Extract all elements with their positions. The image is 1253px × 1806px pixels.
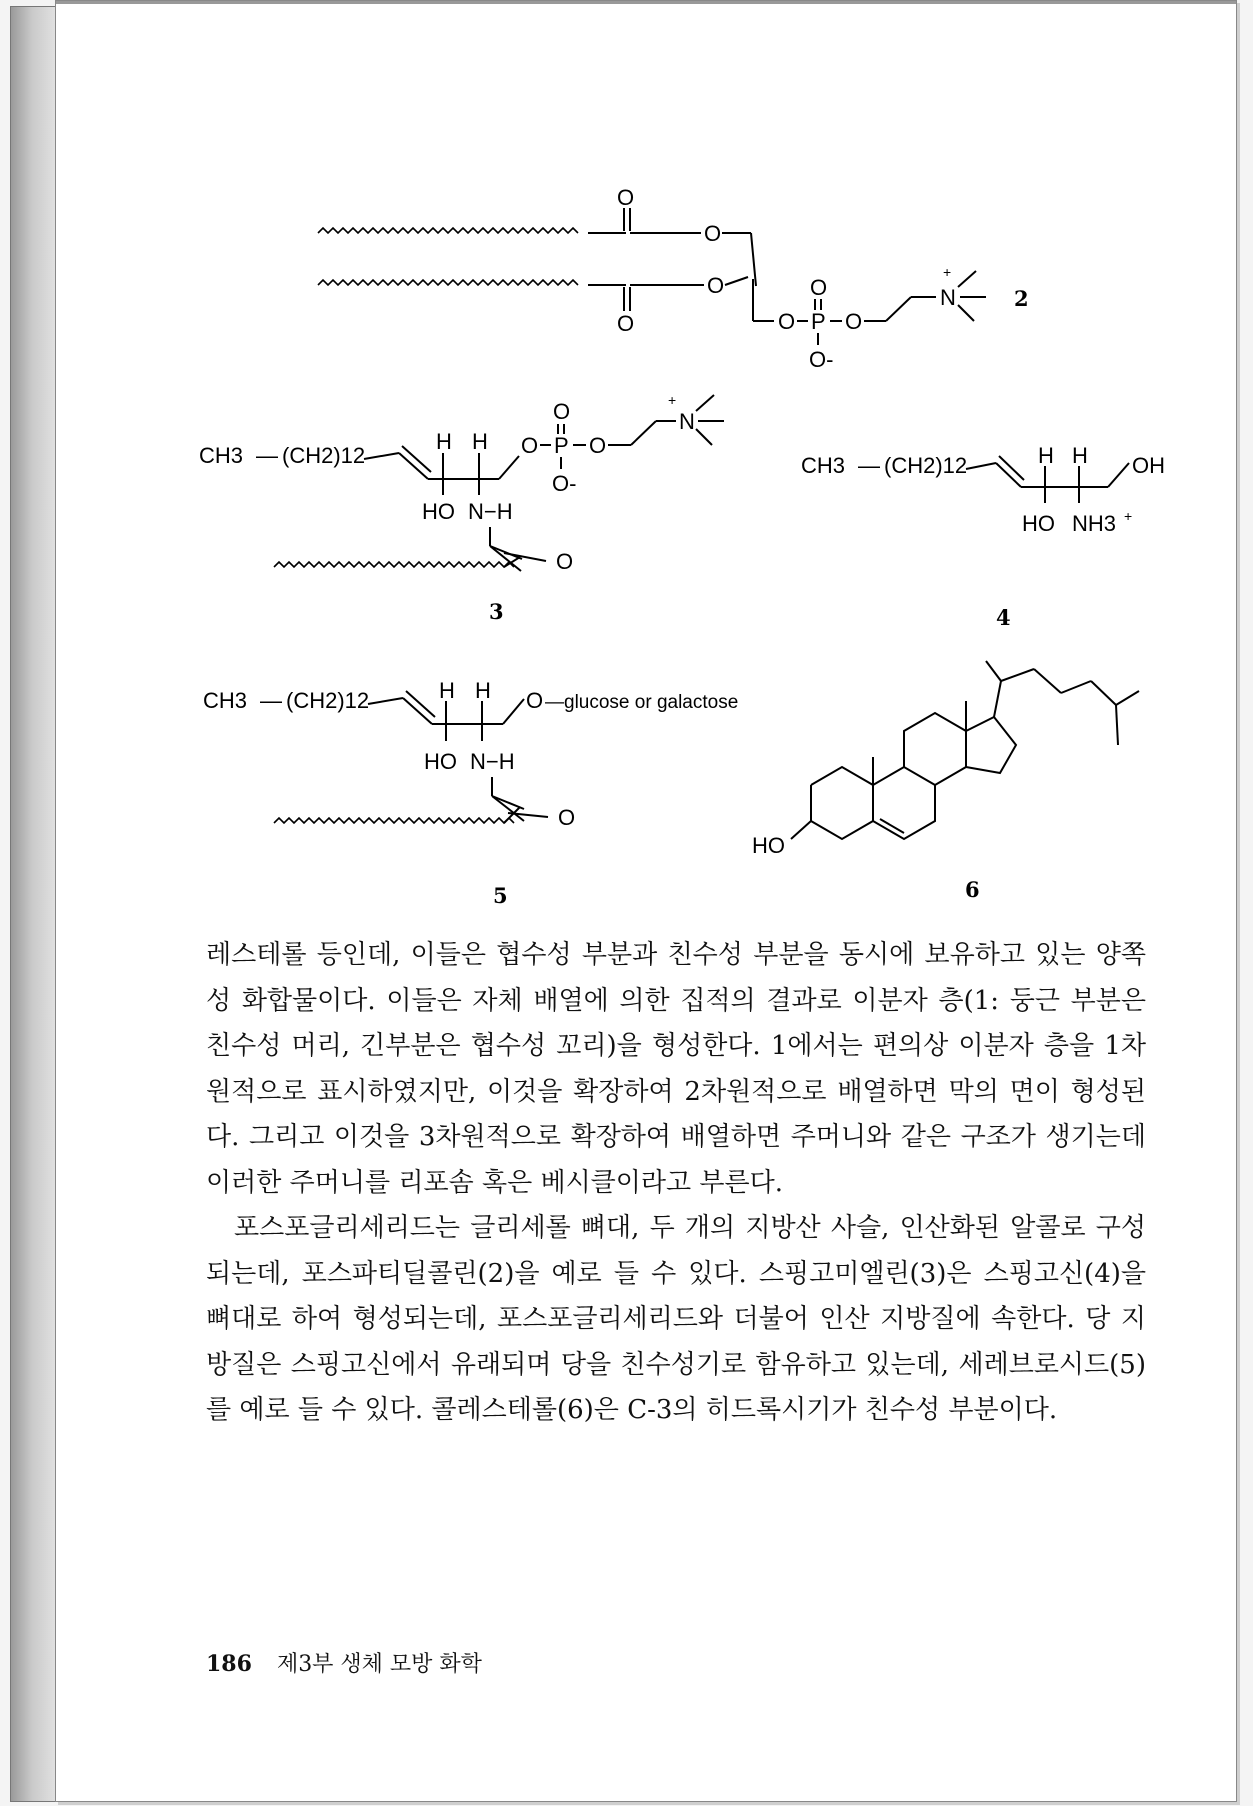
atom-oh-4: OH bbox=[1132, 453, 1165, 478]
atom-o-carbonyl-2: O bbox=[617, 311, 635, 336]
compound-label-4: 4 bbox=[996, 605, 1011, 630]
atom-o-phosphate-1: O bbox=[778, 309, 796, 334]
footer-section-title: 제3부 생체 모방 화학 bbox=[276, 1652, 482, 1677]
compound-label-3: 3 bbox=[489, 599, 504, 624]
atom-ch2-3: (CH2)12 bbox=[282, 443, 366, 468]
book-page bbox=[55, 0, 1237, 1802]
charge-plus-1: + bbox=[943, 264, 952, 280]
atom-ch3-3: CH3 bbox=[199, 443, 244, 468]
atom-o-carbonyl-1: O bbox=[617, 185, 635, 210]
atom-o-p-double-1: O bbox=[810, 275, 828, 300]
charge-plus-4: + bbox=[1124, 508, 1133, 524]
atom-o-phosphate-3b: O bbox=[589, 433, 607, 458]
compound-6-structure bbox=[752, 661, 1139, 902]
paragraph-2: 포스포글리세리드는 글리세롤 뼈대, 두 개의 지방산 사슬, 인산화된 알콜로 구성되는데, 포스파티딜콜린(2)을 예로 들 수 있다. 스핑고미엘린(3)은 스핑고신(4)을 뼈대로 하여 형성되는데, 포스포글리세리드와 더불어 인산 지방질에 속한다. 당 지방질은 스핑고신에서 유래되며 당을 친수성기로 함유하고 있는데, 세레브로시드(5)를 예로 들 수 있다. 콜레스테롤(6)은 C-3의 히드록시기가 친수성 부분이다. bbox=[206, 1213, 1146, 1425]
atom-o-amide-3: O bbox=[556, 549, 574, 574]
atom-nh-5: N−H bbox=[470, 749, 515, 774]
atom-p-3: P bbox=[554, 433, 569, 458]
atom-ch2-5: (CH2)12 bbox=[286, 688, 370, 713]
atom-n-plus-3: N bbox=[679, 409, 695, 434]
atom-h-4b: H bbox=[1072, 443, 1088, 468]
atom-o-ester-2: O bbox=[707, 273, 725, 298]
atom-nh3-4: NH3 bbox=[1072, 511, 1117, 536]
bond-dash-5: — bbox=[260, 688, 282, 713]
bond-dash-3: — bbox=[256, 443, 278, 468]
atom-o-p-double-3: O bbox=[553, 399, 571, 424]
atom-o-amide-5: O bbox=[558, 805, 576, 830]
atom-h-4a: H bbox=[1038, 443, 1054, 468]
page-number: 186 bbox=[206, 1651, 252, 1677]
atom-o-phosphate-2: O bbox=[845, 309, 863, 334]
atom-h-5a: H bbox=[439, 678, 455, 703]
sugar-label-5: —glucose or galactose bbox=[545, 692, 739, 713]
compound-label-2: 2 bbox=[1014, 286, 1029, 311]
atom-n-plus-1: N bbox=[940, 285, 956, 310]
charge-plus-3: + bbox=[668, 392, 677, 408]
atom-ch3-4: CH3 bbox=[801, 453, 846, 478]
atom-ho-3: HO bbox=[422, 499, 455, 524]
atom-ch2-4: (CH2)12 bbox=[884, 453, 968, 478]
atom-nh-3: N−H bbox=[468, 499, 513, 524]
atom-o-phosphate-3a: O bbox=[521, 433, 539, 458]
atom-ho-5: HO bbox=[424, 749, 457, 774]
atom-h-3a: H bbox=[436, 429, 452, 454]
compound-label-6: 6 bbox=[965, 877, 980, 902]
atom-h-3b: H bbox=[472, 429, 488, 454]
page-footer bbox=[206, 1647, 482, 1678]
atom-p-1: P bbox=[811, 309, 826, 334]
compound-label-5: 5 bbox=[493, 883, 508, 908]
atom-ho-6: HO bbox=[752, 833, 785, 858]
atom-o-minus-1: O- bbox=[809, 347, 834, 372]
atom-o-minus-3: O- bbox=[552, 471, 577, 496]
compound-2-structure bbox=[318, 185, 1029, 372]
bond-dash-4: — bbox=[858, 453, 880, 478]
body-text bbox=[206, 933, 1146, 1434]
atom-ch3-5: CH3 bbox=[203, 688, 248, 713]
atom-o-glycoside-5: O bbox=[526, 688, 544, 713]
compound-5-structure bbox=[203, 678, 738, 908]
compound-3-structure bbox=[199, 392, 724, 624]
paragraph-1: 레스테롤 등인데, 이들은 협수성 부분과 친수성 부분을 동시에 보유하고 있는 양쪽성 화합물이다. 이들은 자체 배열에 의한 집적의 결과로 이분자 층(1: 둥근 부분은 친수성 머리, 긴부분은 협수성 꼬리)을 형성한다. 1에서는 편의상 이분자 층을 1차원적으로 표시하였지만, 이것을 확장하여 2차원적으로 배열하면 막의 면이 형성된다. 그리고 이것을 3차원적으로 확장하여 배열하면 주머니와 같은 구조가 생기는데 이러한 주머니를 리포솜 혹은 베시클이라고 부른다. bbox=[206, 940, 1146, 1198]
lipid-structures-figure bbox=[56, 1, 1236, 931]
compound-4-structure bbox=[801, 443, 1165, 630]
atom-o-ester-1: O bbox=[704, 221, 722, 246]
atom-h-5b: H bbox=[475, 678, 491, 703]
atom-ho-4: HO bbox=[1022, 511, 1055, 536]
